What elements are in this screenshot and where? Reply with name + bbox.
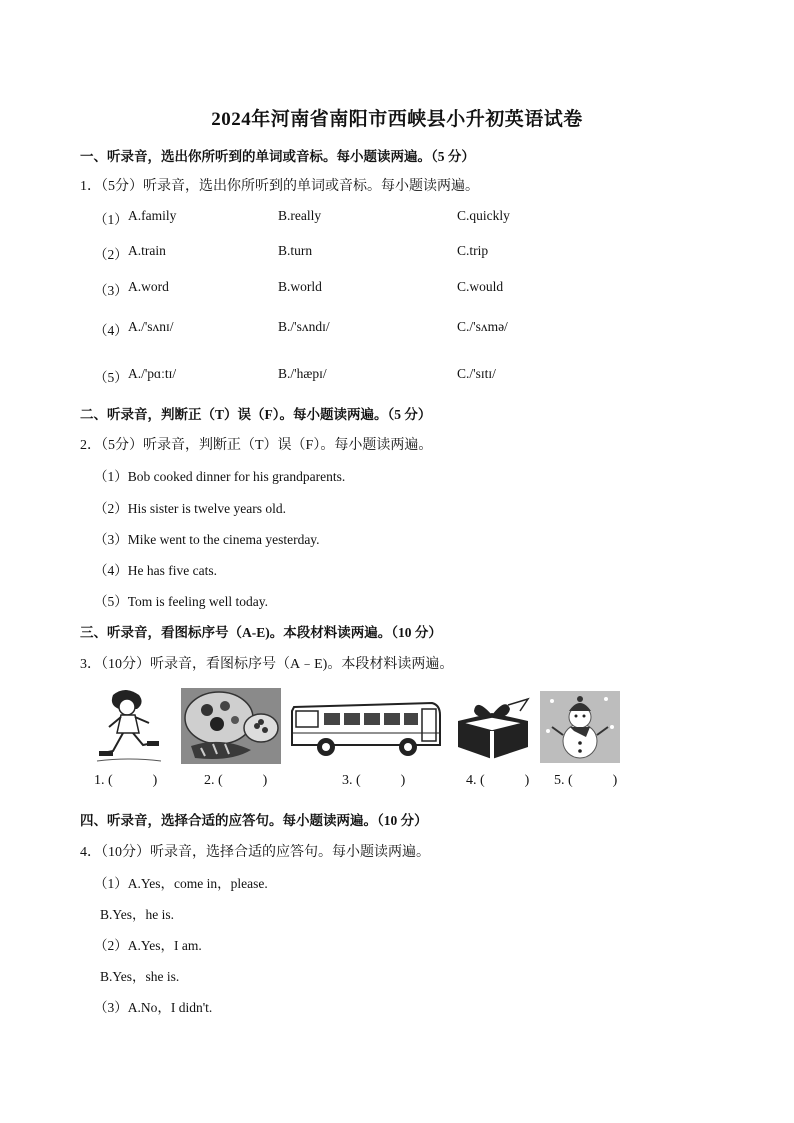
q2-statement: （1）Bob cooked dinner for his grandparents. [94,469,346,484]
q1-option-b[interactable]: B./'sʌndɪ/ [278,319,330,334]
q1-row-num: （4） [94,323,128,338]
q1-option-b[interactable]: B.world [278,279,322,294]
picture-answer-blank[interactable]: 5. ( ) [554,773,618,788]
q1-row-num: （2） [94,247,128,262]
q4-option[interactable]: （3）A.No，I didn't. [94,1000,213,1015]
q4-option[interactable]: （1）A.Yes，come in，please. [94,876,268,891]
q1-option-a[interactable]: A./'pɑːtɪ/ [128,366,177,381]
picture-answer-blank[interactable]: 1. ( ) [94,773,158,788]
q1-option-a[interactable]: A.word [128,279,169,294]
q1-row-num: （3） [94,283,128,298]
q2-statement: （4）He has five cats. [94,563,217,578]
q2-statement: （2）His sister is twelve years old. [94,501,286,516]
girl-skating-icon [95,687,165,765]
q2-statement: （3）Mike went to the cinema yesterday. [94,532,320,547]
q1-option-c[interactable]: C.trip [457,243,489,258]
question-4-stem: 4．（10分）听录音，选择合适的应答句。每小题读两遍。 [80,845,430,860]
section-heading-1: 一、听录音，选出你所听到的单词或音标。每小题读两遍。（5 分） [80,149,475,164]
q2-statement: （5）Tom is feeling well today. [94,594,269,609]
q1-option-c[interactable]: C.quickly [457,208,510,223]
picture-answer-blank[interactable]: 4. ( ) [466,773,530,788]
question-2-stem: 2．（5分）听录音，判断正（T）误（F）。每小题读两遍。 [80,438,433,453]
gift-box-icon [452,697,532,761]
section-heading-3: 三、听录音，看图标序号（A-E)。本段材料读两遍。（10 分） [80,625,442,640]
q1-option-a[interactable]: A.train [128,243,166,258]
snowman-icon [540,691,620,763]
q1-option-b[interactable]: B.really [278,208,322,223]
q1-option-c[interactable]: C./'sɪtɪ/ [457,366,496,381]
q1-option-b[interactable]: B./'hæpɪ/ [278,366,327,381]
q1-option-b[interactable]: B.turn [278,243,313,258]
q1-option-a[interactable]: A./'sʌnɪ/ [128,319,174,334]
picture-answer-blank[interactable]: 3. ( ) [342,773,406,788]
q4-option[interactable]: B.Yes，she is. [100,969,180,984]
q4-option[interactable]: （2）A.Yes，I am. [94,938,202,953]
picture-answer-blank[interactable]: 2. ( ) [204,773,268,788]
q1-option-c[interactable]: C./'sʌmə/ [457,319,508,334]
question-3-stem: 3．（10分）听录音，看图标序号（A﹣E)。本段材料读两遍。 [80,657,454,672]
question-1-stem: 1．（5分）听录音，选出你所听到的单词或音标。每小题读两遍。 [80,179,479,194]
food-plate-icon [181,688,281,764]
q4-option[interactable]: B.Yes，he is. [100,907,175,922]
q1-option-a[interactable]: A.family [128,208,177,223]
q1-row-num: （5） [94,370,128,385]
bus-icon [290,699,442,759]
section-heading-4: 四、听录音，选择合适的应答句。每小题读两遍。（10 分） [80,813,428,828]
page-title: 2024年河南省南阳市西峡县小升初英语试卷 [211,109,583,130]
section-heading-2: 二、听录音，判断正（T）误（F）。每小题读两遍。（5 分） [80,407,432,422]
q1-option-c[interactable]: C.would [457,279,504,294]
q1-row-num: （1） [94,212,128,227]
